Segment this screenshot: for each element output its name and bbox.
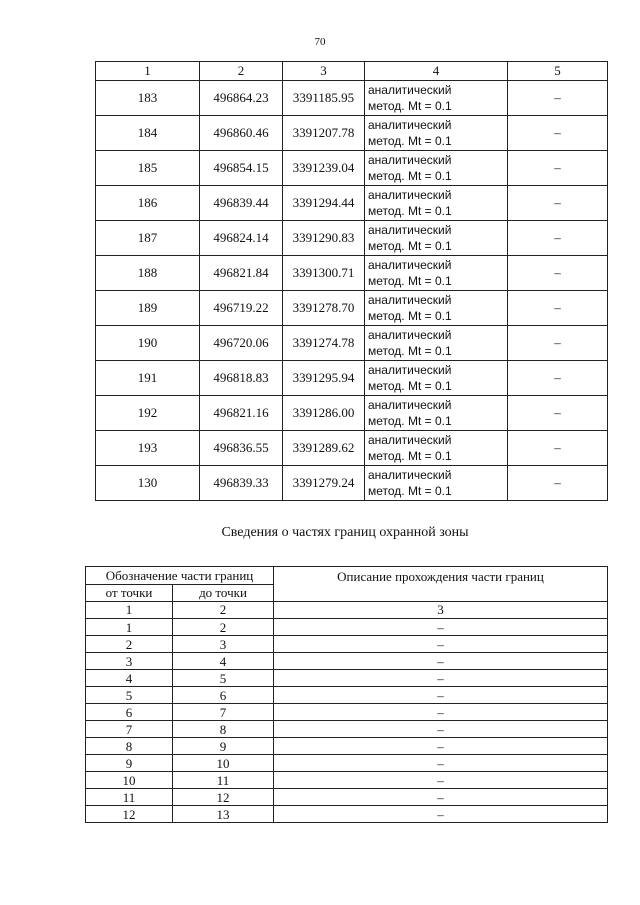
method-line-2: метод. Mt = 0.1 xyxy=(368,449,452,463)
table-row xyxy=(86,755,608,772)
extra-cell: – xyxy=(508,116,608,151)
method-line-1: аналитический xyxy=(368,363,452,377)
section-title: Сведения о частях границ охранной зоны xyxy=(221,525,469,540)
point-cell: 191 xyxy=(96,361,200,396)
method-cell xyxy=(365,466,508,501)
table-row xyxy=(86,687,608,704)
table-row xyxy=(96,291,608,326)
table-row xyxy=(86,789,608,806)
from-point-cell: 2 xyxy=(86,636,173,653)
from-point-cell: 11 xyxy=(86,789,173,806)
table-row xyxy=(86,738,608,755)
point-cell: 190 xyxy=(96,326,200,361)
coord-header-5: 5 xyxy=(508,62,608,81)
parts-header-to: до точки xyxy=(173,585,274,602)
from-point-cell: 9 xyxy=(86,755,173,772)
table-row xyxy=(86,806,608,823)
method-line-1: аналитический xyxy=(368,153,452,167)
table-row xyxy=(86,619,608,636)
coordinates-table xyxy=(95,61,608,501)
y-coordinate-cell: 3391207.78 xyxy=(283,116,365,151)
point-cell: 188 xyxy=(96,256,200,291)
method-line-2: метод. Mt = 0.1 xyxy=(368,379,452,393)
from-point-cell: 10 xyxy=(86,772,173,789)
method-cell xyxy=(365,151,508,186)
parts-header-from: от точки xyxy=(86,585,173,602)
extra-cell: – xyxy=(508,396,608,431)
from-point-cell: 12 xyxy=(86,806,173,823)
extra-cell: – xyxy=(508,326,608,361)
page-number: 70 xyxy=(314,36,326,48)
method-cell xyxy=(365,221,508,256)
parts-header-row xyxy=(86,567,608,585)
y-coordinate-cell: 3391279.24 xyxy=(283,466,365,501)
method-line-1: аналитический xyxy=(368,328,452,342)
method-line-1: аналитический xyxy=(368,118,452,132)
coordinates-body xyxy=(96,81,608,501)
extra-cell: – xyxy=(508,431,608,466)
extra-cell: – xyxy=(508,256,608,291)
parts-col-number-1: 1 xyxy=(86,602,173,619)
description-cell: – xyxy=(274,670,608,687)
description-cell: – xyxy=(274,738,608,755)
to-point-cell: 8 xyxy=(173,721,274,738)
extra-cell: – xyxy=(508,291,608,326)
x-coordinate-cell: 496854.15 xyxy=(200,151,283,186)
table-row xyxy=(96,116,608,151)
to-point-cell: 6 xyxy=(173,687,274,704)
coordinates-header-row xyxy=(96,62,608,81)
parts-header-group: Обозначение части границ xyxy=(86,567,274,585)
description-cell: – xyxy=(274,721,608,738)
y-coordinate-cell: 3391286.00 xyxy=(283,396,365,431)
x-coordinate-cell: 496839.44 xyxy=(200,186,283,221)
to-point-cell: 7 xyxy=(173,704,274,721)
table-row xyxy=(86,704,608,721)
method-cell xyxy=(365,326,508,361)
description-cell: – xyxy=(274,687,608,704)
point-cell: 192 xyxy=(96,396,200,431)
point-cell: 183 xyxy=(96,81,200,116)
parts-number-row xyxy=(86,602,608,619)
extra-cell: – xyxy=(508,81,608,116)
table-row xyxy=(96,256,608,291)
y-coordinate-cell: 3391290.83 xyxy=(283,221,365,256)
parts-body xyxy=(86,619,608,823)
extra-cell: – xyxy=(508,151,608,186)
method-line-1: аналитический xyxy=(368,258,452,272)
method-line-2: метод. Mt = 0.1 xyxy=(368,484,452,498)
coord-header-2: 2 xyxy=(200,62,283,81)
description-cell: – xyxy=(274,704,608,721)
from-point-cell: 8 xyxy=(86,738,173,755)
y-coordinate-cell: 3391239.04 xyxy=(283,151,365,186)
extra-cell: – xyxy=(508,186,608,221)
to-point-cell: 9 xyxy=(173,738,274,755)
method-line-2: метод. Mt = 0.1 xyxy=(368,414,452,428)
method-line-2: метод. Mt = 0.1 xyxy=(368,99,452,113)
method-line-2: метод. Mt = 0.1 xyxy=(368,169,452,183)
method-cell xyxy=(365,256,508,291)
table-row xyxy=(86,721,608,738)
method-line-1: аналитический xyxy=(368,398,452,412)
table-row xyxy=(96,186,608,221)
from-point-cell: 1 xyxy=(86,619,173,636)
method-cell xyxy=(365,291,508,326)
method-cell xyxy=(365,361,508,396)
description-cell: – xyxy=(274,755,608,772)
from-point-cell: 5 xyxy=(86,687,173,704)
method-line-1: аналитический xyxy=(368,293,452,307)
to-point-cell: 2 xyxy=(173,619,274,636)
x-coordinate-cell: 496839.33 xyxy=(200,466,283,501)
method-cell xyxy=(365,186,508,221)
x-coordinate-cell: 496864.23 xyxy=(200,81,283,116)
to-point-cell: 5 xyxy=(173,670,274,687)
to-point-cell: 10 xyxy=(173,755,274,772)
point-cell: 185 xyxy=(96,151,200,186)
method-line-2: метод. Mt = 0.1 xyxy=(368,239,452,253)
method-line-1: аналитический xyxy=(368,83,452,97)
to-point-cell: 12 xyxy=(173,789,274,806)
coord-header-1: 1 xyxy=(96,62,200,81)
coord-header-3: 3 xyxy=(283,62,365,81)
y-coordinate-cell: 3391295.94 xyxy=(283,361,365,396)
x-coordinate-cell: 496818.83 xyxy=(200,361,283,396)
parts-col-number-2: 2 xyxy=(173,602,274,619)
method-line-2: метод. Mt = 0.1 xyxy=(368,204,452,218)
extra-cell: – xyxy=(508,361,608,396)
to-point-cell: 13 xyxy=(173,806,274,823)
description-cell: – xyxy=(274,789,608,806)
table-row xyxy=(96,466,608,501)
table-row xyxy=(86,772,608,789)
table-row xyxy=(86,653,608,670)
to-point-cell: 4 xyxy=(173,653,274,670)
x-coordinate-cell: 496821.84 xyxy=(200,256,283,291)
x-coordinate-cell: 496836.55 xyxy=(200,431,283,466)
description-cell: – xyxy=(274,653,608,670)
table-row xyxy=(96,221,608,256)
x-coordinate-cell: 496824.14 xyxy=(200,221,283,256)
point-cell: 130 xyxy=(96,466,200,501)
method-cell xyxy=(365,431,508,466)
table-row xyxy=(86,670,608,687)
from-point-cell: 3 xyxy=(86,653,173,670)
table-row xyxy=(96,81,608,116)
y-coordinate-cell: 3391274.78 xyxy=(283,326,365,361)
x-coordinate-cell: 496720.06 xyxy=(200,326,283,361)
from-point-cell: 6 xyxy=(86,704,173,721)
point-cell: 189 xyxy=(96,291,200,326)
parts-header-description: Описание прохождения части границ xyxy=(274,567,608,602)
y-coordinate-cell: 3391289.62 xyxy=(283,431,365,466)
method-line-2: метод. Mt = 0.1 xyxy=(368,309,452,323)
method-line-2: метод. Mt = 0.1 xyxy=(368,134,452,148)
to-point-cell: 11 xyxy=(173,772,274,789)
y-coordinate-cell: 3391300.71 xyxy=(283,256,365,291)
method-line-1: аналитический xyxy=(368,223,452,237)
description-cell: – xyxy=(274,772,608,789)
coord-header-4: 4 xyxy=(365,62,508,81)
table-row xyxy=(96,151,608,186)
method-line-1: аналитический xyxy=(368,433,452,447)
x-coordinate-cell: 496860.46 xyxy=(200,116,283,151)
x-coordinate-cell: 496719.22 xyxy=(200,291,283,326)
parts-col-number-3: 3 xyxy=(274,602,608,619)
table-row xyxy=(96,431,608,466)
x-coordinate-cell: 496821.16 xyxy=(200,396,283,431)
table-row xyxy=(96,361,608,396)
method-cell xyxy=(365,81,508,116)
method-cell xyxy=(365,116,508,151)
table-row xyxy=(96,396,608,431)
point-cell: 186 xyxy=(96,186,200,221)
description-cell: – xyxy=(274,636,608,653)
point-cell: 187 xyxy=(96,221,200,256)
y-coordinate-cell: 3391278.70 xyxy=(283,291,365,326)
to-point-cell: 3 xyxy=(173,636,274,653)
method-line-2: метод. Mt = 0.1 xyxy=(368,344,452,358)
y-coordinate-cell: 3391185.95 xyxy=(283,81,365,116)
from-point-cell: 4 xyxy=(86,670,173,687)
from-point-cell: 7 xyxy=(86,721,173,738)
point-cell: 184 xyxy=(96,116,200,151)
boundary-parts-table xyxy=(85,566,608,823)
table-row xyxy=(96,326,608,361)
description-cell: – xyxy=(274,806,608,823)
method-line-1: аналитический xyxy=(368,468,452,482)
description-cell: – xyxy=(274,619,608,636)
extra-cell: – xyxy=(508,466,608,501)
method-line-1: аналитический xyxy=(368,188,452,202)
method-cell xyxy=(365,396,508,431)
method-line-2: метод. Mt = 0.1 xyxy=(368,274,452,288)
y-coordinate-cell: 3391294.44 xyxy=(283,186,365,221)
extra-cell: – xyxy=(508,221,608,256)
table-row xyxy=(86,636,608,653)
point-cell: 193 xyxy=(96,431,200,466)
